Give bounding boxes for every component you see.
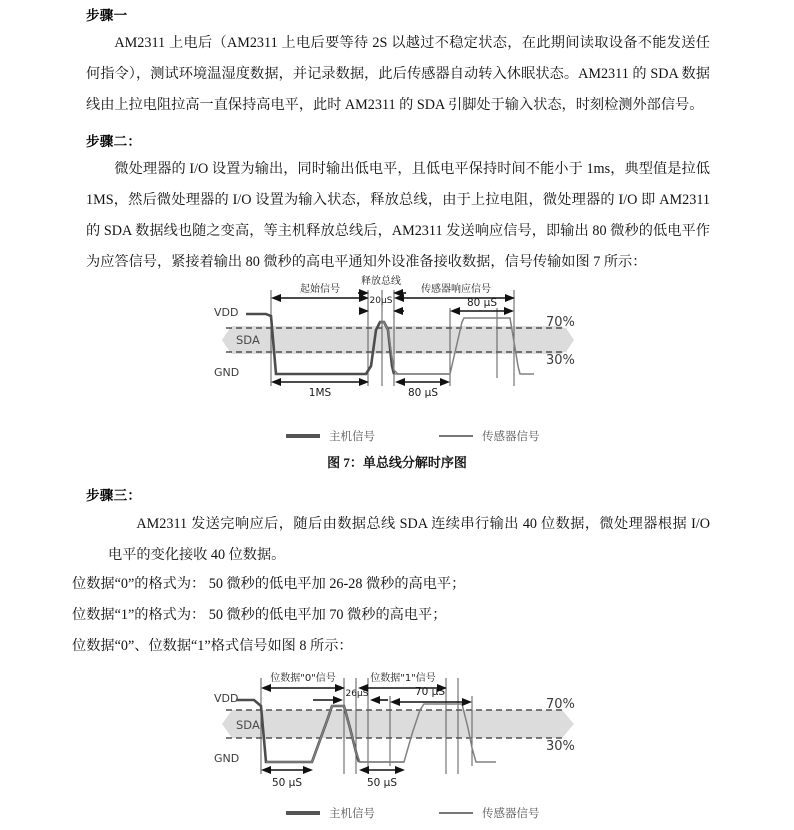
label-30-percent: 30% [546,739,575,754]
figure-8-timing-diagram [214,662,580,802]
legend-label-sensor: 传感器信号 [482,806,540,820]
dim-label-release-bus: 释放总线 [361,276,401,287]
dim-1ms [271,378,369,399]
legend-swatch-master-icon [286,811,320,815]
heading-step-two: 步骤二： [86,134,142,150]
label-vdd: VDD [214,692,239,705]
dim-50us-first [261,766,313,789]
dim-label-80us-high: 80 μS [466,297,498,309]
label-vdd: VDD [214,306,239,319]
legend-label-master: 主机信号 [329,806,375,820]
legend-entry-sensor [439,428,540,444]
label-sda: SDA [236,718,260,732]
dim-start-signal [271,282,369,302]
legend-swatch-sensor-icon [439,435,473,437]
figure-7-timing-diagram [214,278,580,428]
figure-7-legend [286,428,540,444]
legend-entry-master [286,805,375,821]
label-gnd: GND [214,366,240,379]
dim-70us [390,686,472,706]
legend-entry-master [286,428,375,444]
figure-8-legend [286,805,540,821]
paragraph-text: AM2311 发送完响应后，随后由数据总线 SDA 连续串行输出 40 位数据，微处理器根据 I/O 电平的变化接收 40 位数据。 [108,516,710,563]
paragraph-step-one [86,28,710,121]
dim-80us-high [450,297,514,315]
legend-entry-sensor [439,805,540,821]
dim-label-70us: 70 μS [414,686,446,698]
legend-swatch-master-icon [286,434,320,438]
label-30-percent: 30% [546,353,575,368]
label-70-percent: 70% [546,697,575,712]
dim-26us [313,689,388,704]
dim-label-80us-low: 80 μS [407,387,439,399]
legend-label-sensor: 传感器信号 [482,429,540,443]
paragraph-step-two [86,154,710,278]
paragraph-text: AM2311 上电后（AM2311 上电后要等待 2S 以越过不稳定状态，在此期间读取设备不能发送任何指令），测试环境温湿度数据，并记录数据，此后传感器自动转入休眠状态。AM2311 的 SDA 数据线由上拉电阻拉高一直保持高电平，此时 AM2311 的 SDA 引脚处于输入状态，时刻检测外部信号。 [86,35,710,113]
sda-band [222,710,574,738]
paragraph-text: 微处理器的 I/O 设置为输出，同时输出低电平，且低电平保持时间不能小于 1ms，典型值是拉低 1MS，然后微处理器的 I/O 设置为输入状态，释放总线，由于上拉电阻，微处理器的 I/O 即 AM2311 的 SDA 数据线也随之变高，等主机释放总线后，AM2311 发送响应信号，即输出 80 微秒的低电平作为应答信号，紧接着输出 80 微秒的高电平通知外设准备接收数据，信号传输如图 7 所示： [86,161,710,270]
paragraph-step-three [108,509,710,571]
dim-label-sensor-response: 传感器响应信号 [421,284,491,295]
dim-label-50us-second: 50 μS [366,777,398,789]
dim-label-start-signal: 起始信号 [300,284,340,295]
dim-bit0-signal [261,671,345,692]
label-sda: SDA [236,333,260,347]
heading-step-one: 步骤一 [86,8,128,24]
label-gnd: GND [214,752,240,765]
bit-format-figure-ref-line: 位数据“0”、位数据“1”格式信号如图 8 所示： [72,638,353,654]
dim-label-bit0-signal: 位数据"0"信号 [270,673,336,684]
legend-label-master: 主机信号 [329,429,375,443]
figure-7-caption: 图 7：单总线分解时序图 [327,455,467,470]
figure-8-svg [214,662,580,802]
dim-label-26us: 26μS [345,689,369,699]
bit-zero-format-line: 位数据“0”的格式为： 50 微秒的低电平加 26-28 微秒的高电平； [72,576,466,592]
dim-50us-second [359,766,405,789]
dim-label-bit1-signal: 位数据"1"信号 [370,673,436,684]
dim-80us-low [395,378,450,399]
dim-label-20us: 20μS [369,296,393,306]
heading-step-three: 步骤三： [86,488,142,504]
dim-label-1ms: 1MS [308,387,332,399]
label-70-percent: 70% [546,315,575,330]
bit-one-format-line: 位数据“1”的格式为： 50 微秒的低电平加 70 微秒的高电平； [72,607,447,623]
dim-label-50us-first: 50 μS [271,777,303,789]
legend-swatch-sensor-icon [439,812,473,814]
figure-7-svg [214,278,580,428]
